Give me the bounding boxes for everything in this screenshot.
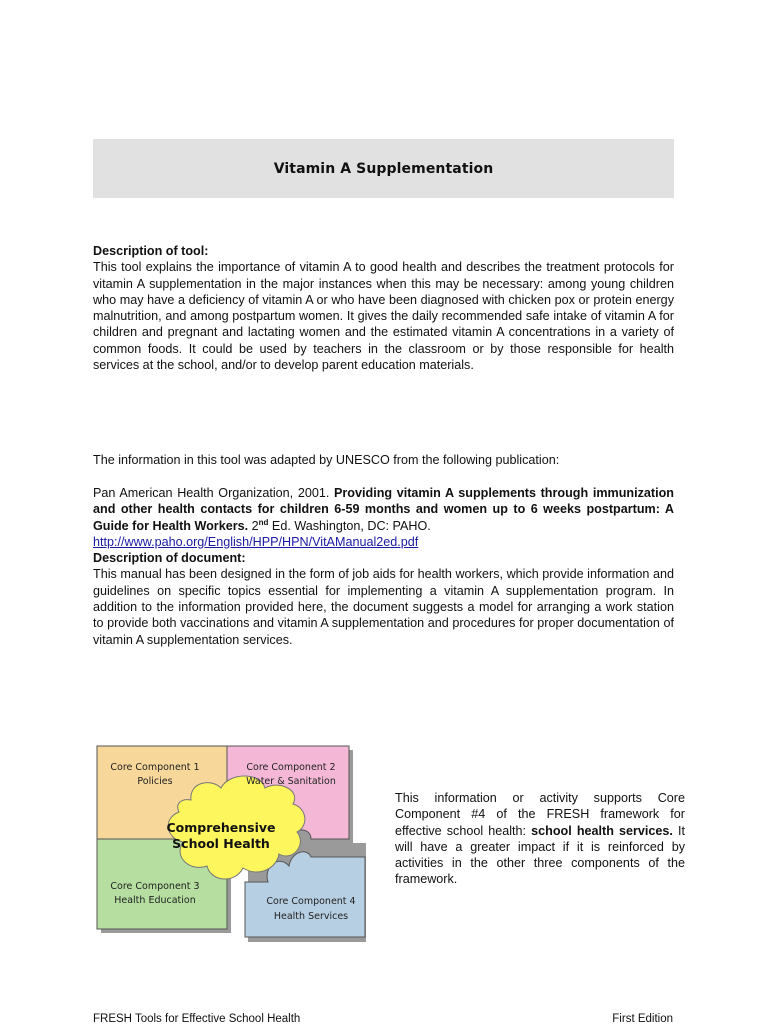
tool-description-heading: Description of tool: <box>93 244 209 258</box>
citation-title: Providing vitamin A supplements through immunization and other health contacts for children 6-59 months and women up to 6 weeks postpartum: A Guide for Health Workers. <box>93 486 674 533</box>
core-component-3-title: Core Component 3 <box>110 881 200 892</box>
tool-description-body: This tool explains the importance of vitamin A to good health and describes the treatment protocols for vitamin A supplementation in the major instances when this may be necessary: among young children who may have a deficiency of vitamin A or who have been diagnosed with chicken pox or protein energy malnutrition, and among postpartum women. It gives the daily recommended safe intake of vitamin A for children and pregnant and lactating women and the estimated vitamin A concentrations in a variety of common foods. It could be used by teachers in the classroom or by those responsible for health services at the school, and/or to develop parent education materials. <box>93 260 674 373</box>
core-component-1-title: Core Component 1 <box>110 762 200 773</box>
footer-left: FRESH Tools for Effective School Health <box>93 1013 301 1025</box>
support-text-bold: school health services. <box>531 823 673 838</box>
citation-edition-rest: Ed. Washington, DC: PAHO. <box>268 518 431 533</box>
center-label-line1: Comprehensive <box>166 820 276 835</box>
support-text-post: It will have a greater impact if it is reinforced by activities in the other three components of the framework. <box>395 823 686 887</box>
core-component-2-subtitle: Water & Sanitation <box>246 776 336 787</box>
fresh-support-note <box>395 790 685 888</box>
title-band <box>93 139 674 198</box>
citation-section <box>93 485 674 648</box>
citation-url-link[interactable]: http://www.paho.org/English/HPP/HPN/VitAManual2ed.pdf <box>93 534 419 549</box>
citation-edition-number: 2 <box>248 518 259 533</box>
document-description-heading: Description of document: <box>93 551 246 566</box>
core-component-4-subtitle: Health Services <box>273 911 349 922</box>
core-component-4-title: Core Component 4 <box>266 896 356 907</box>
center-label-line2: School Health <box>172 836 270 851</box>
page-title: Vitamin A Supplementation <box>273 160 494 177</box>
support-text-pre: This information or activity supports Core Component #4 of the FRESH framework for effective school health: <box>395 791 685 838</box>
document-description-body: This manual has been designed in the form of job aids for health workers, which provide information and guidelines on specific topics essential for implementing a vitamin A supplementation program. In addition to the information provided here, the document suggests a model for arranging a work station to provide both vaccinations and vitamin A supplementation and procedures for proper documentation of vitamin A supplementation services. <box>93 567 674 647</box>
core-component-3-subtitle: Health Education <box>114 895 196 906</box>
adapted-text: The information in this tool was adapted by UNESCO from the following publication: <box>93 453 560 467</box>
footer-right: First Edition <box>612 1013 673 1025</box>
core-component-1-subtitle: Policies <box>137 776 173 787</box>
citation-text <box>93 485 674 534</box>
citation-author: Pan American Health Organization, 2001. <box>93 486 334 500</box>
tool-description-section <box>93 243 674 373</box>
core-component-2-title: Core Component 2 <box>246 762 336 773</box>
adapted-section <box>93 452 674 468</box>
citation-edition-suffix: nd <box>258 517 269 527</box>
fresh-framework-diagram <box>93 742 373 942</box>
